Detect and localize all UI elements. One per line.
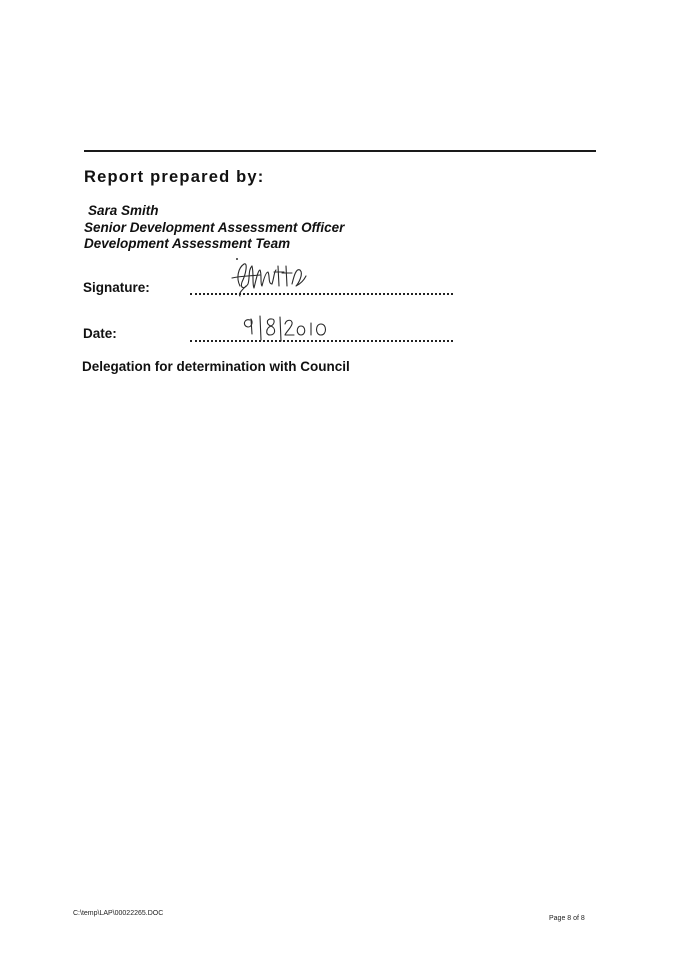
delegation-statement: Delegation for determination with Council [82, 359, 350, 374]
date-label: Date: [83, 326, 117, 341]
footer-file-path: C:\temp\LAP\00022265.DOC [73, 910, 164, 917]
handwritten-date [238, 310, 334, 344]
preparer-team: Development Assessment Team [84, 236, 291, 251]
signature-label: Signature: [83, 280, 150, 295]
preparer-name: Sara Smith [88, 203, 159, 218]
preparer-title: Senior Development Assessment Officer [84, 219, 345, 235]
report-heading: Report prepared by: [84, 168, 265, 186]
preparer-block [84, 203, 344, 253]
footer-page-number: Page 8 of 8 [549, 915, 585, 922]
horizontal-rule [84, 150, 596, 152]
handwritten-signature [226, 256, 316, 300]
